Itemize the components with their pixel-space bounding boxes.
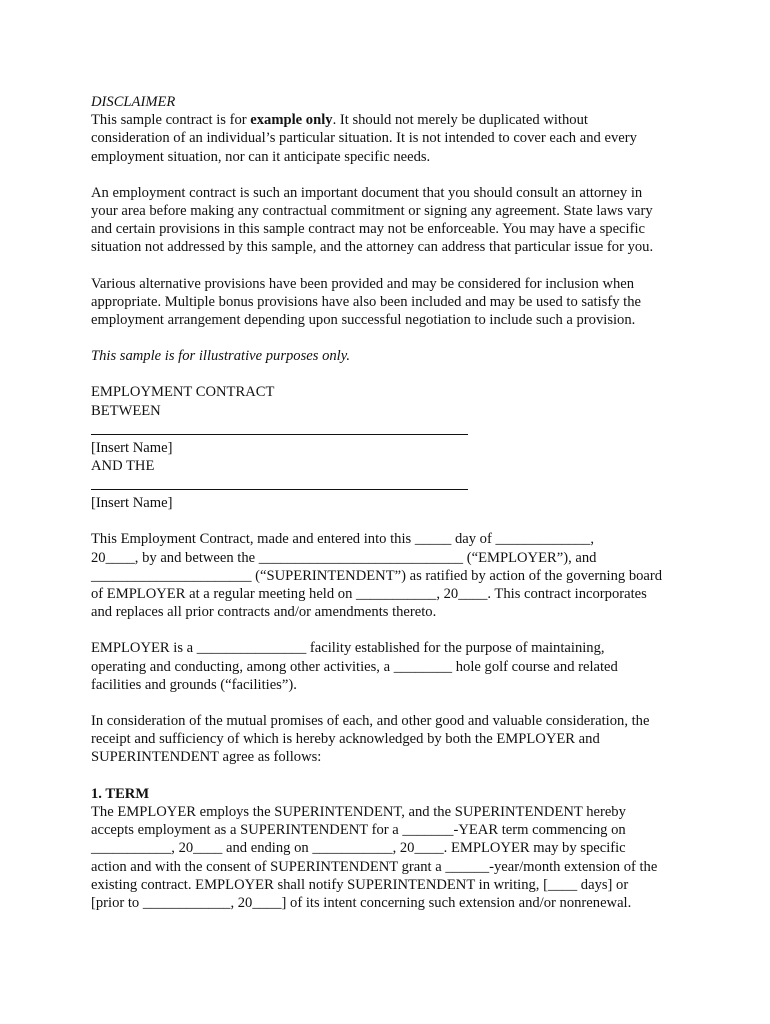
disclaimer-p2-line: An employment contract is such an important document that you should consult an attorney in: [91, 184, 643, 201]
disclaimer-p2-line: and certain provisions in this sample contract may not be enforceable. You may have a specific: [91, 221, 645, 238]
intro-line: of EMPLOYER at a regular meeting held on ___________, 20____. This contract incorporates: [91, 586, 647, 603]
contract-between: BETWEEN: [91, 402, 161, 419]
intro-line: ______________________ (“SUPERINTENDENT”) as ratified by action of the governing board: [91, 567, 663, 584]
consideration-line: receipt and sufficiency of which is hereby acknowledged by both the EMPLOYER and: [91, 731, 600, 748]
disclaimer-p2-line: your area before making any contractual commitment or signing any agreement. State laws vary: [91, 203, 653, 220]
intro-line: 20____, by and between the ____________________________ (“EMPLOYER”), and: [91, 549, 597, 566]
disclaimer-p3-line: appropriate. Multiple bonus provisions have also been included and may be used to satisfy the: [91, 293, 641, 310]
disclaimer-p3-line: Various alternative provisions have been provided and may be considered for inclusion when: [91, 275, 635, 292]
party2-signature-line: [91, 475, 468, 490]
intro-line: This Employment Contract, made and entered into this _____ day of _____________,: [91, 531, 594, 548]
facility-line: facilities and grounds (“facilities”).: [91, 676, 297, 693]
disclaimer-p2-line: situation not addressed by this sample, and the attorney can address that particular issue for you.: [91, 239, 654, 256]
party1-signature-line: [91, 420, 468, 435]
intro-line: and replaces all prior contracts and/or amendments thereto.: [91, 604, 437, 621]
term-line: The EMPLOYER employs the SUPERINTENDENT, and the SUPERINTENDENT hereby: [91, 803, 626, 820]
term-line: action and with the consent of SUPERINTENDENT grant a ______-year/month extension of the: [91, 858, 658, 875]
consideration-line: SUPERINTENDENT agree as follows:: [91, 749, 322, 766]
facility-line: EMPLOYER is a _______________ facility established for the purpose of maintaining,: [91, 640, 605, 657]
term-line: [prior to ____________, 20____] of its intent concerning such extension and/or nonrenewal.: [91, 894, 632, 911]
term-line: accepts employment as a SUPERINTENDENT for a _______-YEAR term commencing on: [91, 822, 626, 839]
disclaimer-p1-line1: This sample contract is for example only. It should not merely be duplicated without: [91, 112, 588, 129]
disclaimer-heading: DISCLAIMER: [91, 94, 176, 110]
disclaimer-p1-line3: employment situation, nor can it anticipate specific needs.: [91, 148, 431, 165]
term-line: ___________, 20____ and ending on ___________, 20____. EMPLOYER may by specific: [91, 840, 626, 857]
term-heading: 1. TERM: [91, 785, 150, 802]
facility-line: operating and conducting, among other activities, a ________ hole golf course and related: [91, 658, 618, 675]
consideration-line: In consideration of the mutual promises of each, and other good and valuable consideration, the: [91, 713, 650, 730]
party2-name: [Insert Name]: [91, 495, 173, 512]
disclaimer-p1-line2: consideration of an individual’s particular situation. It is not intended to cover each and every: [91, 130, 637, 147]
contract-and-the: AND THE: [91, 458, 155, 475]
term-line: existing contract. EMPLOYER shall notify SUPERINTENDENT in writing, [____ days] or: [91, 876, 629, 893]
contract-title: EMPLOYMENT CONTRACT: [91, 384, 275, 401]
example-only-emphasis: example only: [250, 112, 333, 129]
party1-name: [Insert Name]: [91, 439, 173, 456]
illustrative-note: This sample is for illustrative purposes only.: [91, 348, 351, 365]
disclaimer-p3-line: employment arrangement depending upon successful negotiation to include such a provision.: [91, 312, 636, 329]
